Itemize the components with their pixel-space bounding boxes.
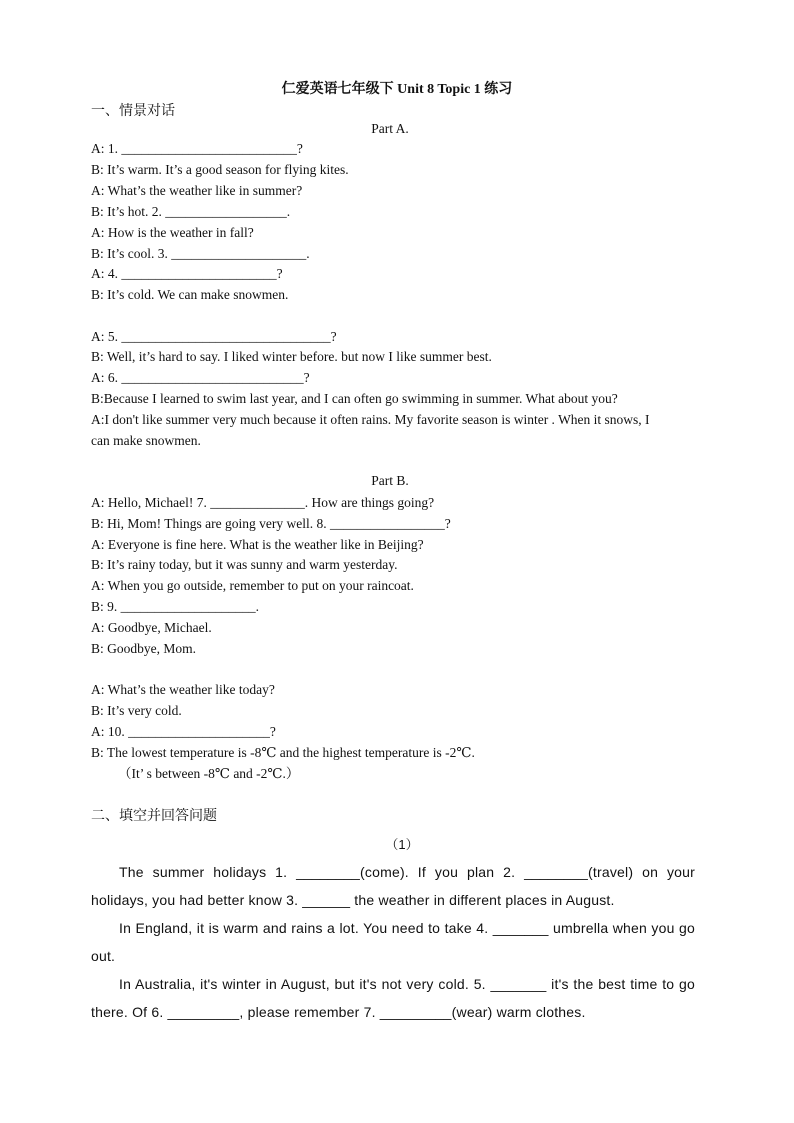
dialogue-line: A: What’s the weather like in summer? — [91, 183, 303, 198]
dialogue-line: B: It’s rainy today, but it was sunny and warm yesterday. — [91, 557, 398, 572]
dialogue-line: B:Because I learned to swim last year, and I can often go swimming in summer. What about you? — [91, 391, 618, 406]
dialogue-line: A: Everyone is fine here. What is the weather like in Beijing? — [91, 537, 424, 552]
dialogue-line: B: It’s cold. We can make snowmen. — [91, 287, 289, 302]
dialogue-line: can make snowmen. — [91, 433, 201, 448]
page-title: 仁爱英语七年级下 Unit 8 Topic 1 练习 — [281, 82, 513, 97]
dialogue-note: （It’ s between -8℃ and -2℃.） — [118, 766, 300, 781]
dialogue-line: B: The lowest temperature is -8℃ and the highest temperature is -2℃. — [91, 745, 475, 760]
dialogue-line: B: Hi, Mom! Things are going very well. 8. _________________? — [91, 516, 451, 531]
dialogue-line: B: It’s warm. It’s a good season for flying kites. — [91, 162, 349, 177]
passage-paragraph-1: The summer holidays 1. ________(come). If you plan 2. ________(travel) on your holidays, you had better know 3. ______ the weather in different places in August. — [91, 864, 695, 908]
dialogue-line: B: It’s cool. 3. ____________________. — [91, 246, 310, 261]
dialogue-line: A: 6. ___________________________? — [91, 370, 310, 385]
dialogue-line: A: Goodbye, Michael. — [91, 620, 212, 635]
dialogue-line: A: 5. _______________________________? — [91, 329, 337, 344]
dialogue-line: A: When you go outside, remember to put on your raincoat. — [91, 578, 414, 593]
passage-number: （1） — [385, 837, 419, 852]
section1-heading: 一、情景对话 — [91, 104, 175, 119]
dialogue-line: B: It’s hot. 2. __________________. — [91, 204, 291, 219]
dialogue-line: A: 10. _____________________? — [91, 724, 276, 739]
dialogue-line: A: 1. __________________________? — [91, 141, 303, 156]
dialogue-line: A: Hello, Michael! 7. ______________. How are things going? — [91, 495, 435, 510]
dialogue-line: A: How is the weather in fall? — [91, 225, 254, 240]
dialogue-line: B: Goodbye, Mom. — [91, 641, 197, 656]
dialogue-line: B: It’s very cold. — [91, 703, 182, 718]
dialogue-line: B: Well, it’s hard to say. I liked winter before. but now I like summer best. — [91, 349, 492, 364]
dialogue-line: B: 9. ____________________. — [91, 599, 260, 614]
dialogue-line: A:I don't like summer very much because it often rains. My favorite season is winter . When it snows, I — [91, 412, 650, 427]
section2-heading: 二、填空并回答问题 — [91, 809, 217, 824]
dialogue-line: A: What’s the weather like today? — [91, 682, 275, 697]
part-a-label: Part A. — [371, 121, 409, 136]
dialogue-line: A: 4. _______________________? — [91, 266, 283, 281]
part-b-label: Part B. — [371, 473, 409, 488]
passage-paragraph-2: In England, it is warm and rains a lot. You need to take 4. _______ umbrella when you go out. — [91, 920, 695, 964]
passage-paragraph-3: In Australia, it's winter in August, but it's not very cold. 5. _______ it's the best time to go there. Of 6. _________, please remember 7. _________(wear) warm clothes. — [91, 976, 695, 1020]
